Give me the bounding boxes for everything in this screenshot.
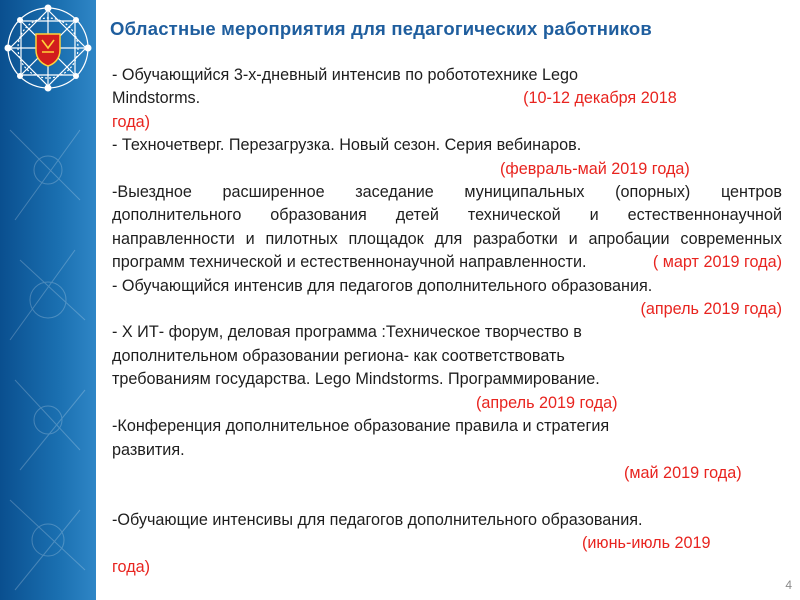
event-text: - Обучающийся 3-х-дневный интенсив по робототехнике Lego <box>112 66 578 84</box>
event-date: (июнь-июль 2019 <box>582 534 711 553</box>
event-date: (10-12 декабря 2018 <box>523 89 677 108</box>
event-text: Mindstorms. <box>112 89 201 108</box>
event-item-2 <box>112 134 782 181</box>
event-text: -Конференция дополнительное образование правила и стратегия <box>112 417 610 436</box>
event-date: года) <box>112 112 151 131</box>
event-date: (февраль-май 2019 года) <box>500 159 690 178</box>
event-date: (апрель 2019 года) <box>640 300 782 319</box>
event-list <box>112 64 782 579</box>
event-item-6 <box>112 415 782 485</box>
emblem-icon <box>0 0 96 96</box>
sidebar-decoration <box>0 0 96 600</box>
event-item-7 <box>112 509 782 579</box>
event-date: (май 2019 года) <box>624 463 742 482</box>
event-date: ( март 2019 года) <box>652 253 782 272</box>
event-text: развития. <box>112 440 185 459</box>
event-item-5 <box>112 321 782 415</box>
spacer <box>112 485 782 508</box>
page-title: Областные мероприятия для педагогических работников <box>110 18 652 39</box>
event-text: - Обучающийся интенсив для педагогов дополнительного образования. <box>112 276 653 295</box>
event-text: требованиям государства. Lego Mindstorms. Программирование. <box>112 370 600 389</box>
event-item-1 <box>112 64 782 134</box>
event-text: - Х ИТ- форум, деловая программа :Техническое творчество в <box>112 323 582 342</box>
event-text: дополнительном образовании региона- как соответствовать <box>112 346 565 365</box>
event-text: -Выездное расширенное заседание муниципальных (опорных) центров дополнительного образования детей технической и естественнонаучной направленности и пилотных площадок для разработки и апробации современных программ технической и естественнонаучной направленности. <box>112 183 782 272</box>
event-date: (апрель 2019 года) <box>476 393 618 412</box>
event-item-3 <box>112 181 782 275</box>
event-line <box>112 87 782 110</box>
page-number: 4 <box>785 578 792 592</box>
event-date: года) <box>112 557 151 576</box>
event-text: - Техночетверг. Перезагрузка. Новый сезон. Серия вебинаров. <box>112 136 582 155</box>
event-item-4 <box>112 275 782 322</box>
event-text: -Обучающие интенсивы для педагогов дополнительного образования. <box>112 510 643 529</box>
